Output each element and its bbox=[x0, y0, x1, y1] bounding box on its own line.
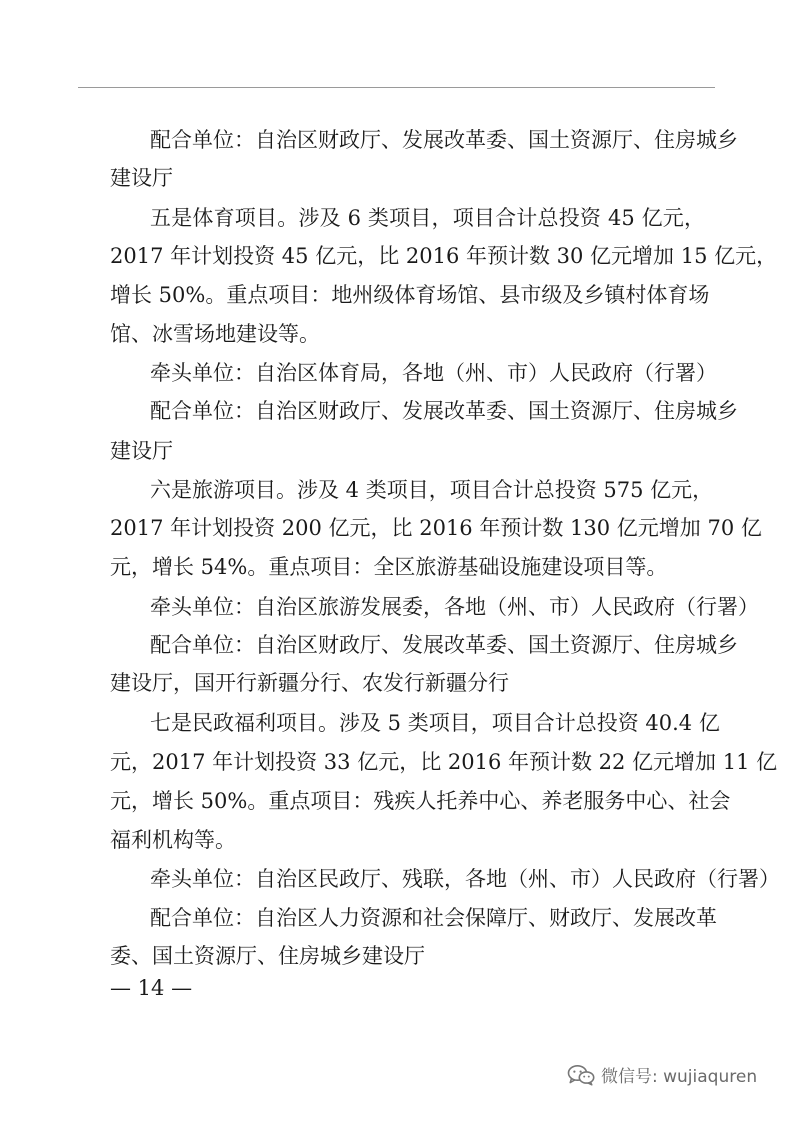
text-line: 建设厅 bbox=[110, 439, 173, 463]
text-line: 馆、冰雪场地建设等。 bbox=[110, 322, 320, 346]
watermark-text: 微信号: wujiaquren bbox=[601, 1067, 758, 1087]
text-line: 配合单位：自治区财政厅、发展改革委、国土资源厅、住房城乡 bbox=[150, 633, 738, 657]
text-line: 牵头单位：自治区旅游发展委，各地（州、市）人民政府（行署） bbox=[150, 595, 759, 619]
wechat-icon bbox=[567, 1064, 595, 1086]
text-line: 元，增长 50%。重点项目：残疾人托养中心、养老服务中心、社会 bbox=[110, 789, 731, 813]
text-line: 六是旅游项目。涉及 4 类项目，项目合计总投资 575 亿元， bbox=[150, 478, 714, 502]
text-line: 元，增长 54%。重点项目：全区旅游基础设施建设项目等。 bbox=[110, 555, 668, 579]
text-line: 建设厅，国开行新疆分行、农发行新疆分行 bbox=[110, 671, 509, 695]
text-line: 增长 50%。重点项目：地州级体育场馆、县市级及乡镇村体育场 bbox=[110, 283, 710, 307]
text-line: 配合单位：自治区人力资源和社会保障厅、财政厅、发展改革 bbox=[150, 906, 717, 930]
text-line: 五是体育项目。涉及 6 类项目，项目合计总投资 45 亿元， bbox=[150, 206, 705, 230]
text-line: 2017 年计划投资 200 亿元，比 2016 年预计数 130 亿元增加 70 亿 bbox=[110, 516, 762, 540]
text-line: 元，2017 年计划投资 33 亿元，比 2016 年预计数 22 亿元增加 11 亿 bbox=[110, 750, 778, 774]
header-rule bbox=[78, 87, 715, 88]
page-number: — 14 — bbox=[110, 976, 193, 1000]
text-line: 配合单位：自治区财政厅、发展改革委、国土资源厅、住房城乡 bbox=[150, 128, 738, 152]
text-line: 2017 年计划投资 45 亿元，比 2016 年预计数 30 亿元增加 15 亿元， bbox=[110, 244, 778, 268]
text-line: 牵头单位：自治区民政厅、残联，各地（州、市）人民政府（行署） bbox=[150, 867, 780, 891]
text-line: 福利机构等。 bbox=[110, 828, 236, 852]
text-line: 委、国土资源厅、住房城乡建设厅 bbox=[110, 944, 425, 968]
wechat-watermark bbox=[567, 1062, 757, 1087]
text-line: 七是民政福利项目。涉及 5 类项目，项目合计总投资 40.4 亿 bbox=[150, 711, 720, 735]
text-line: 配合单位：自治区财政厅、发展改革委、国土资源厅、住房城乡 bbox=[150, 399, 738, 423]
text-line: 牵头单位：自治区体育局，各地（州、市）人民政府（行署） bbox=[150, 361, 717, 385]
text-line: 建设厅 bbox=[110, 166, 173, 190]
